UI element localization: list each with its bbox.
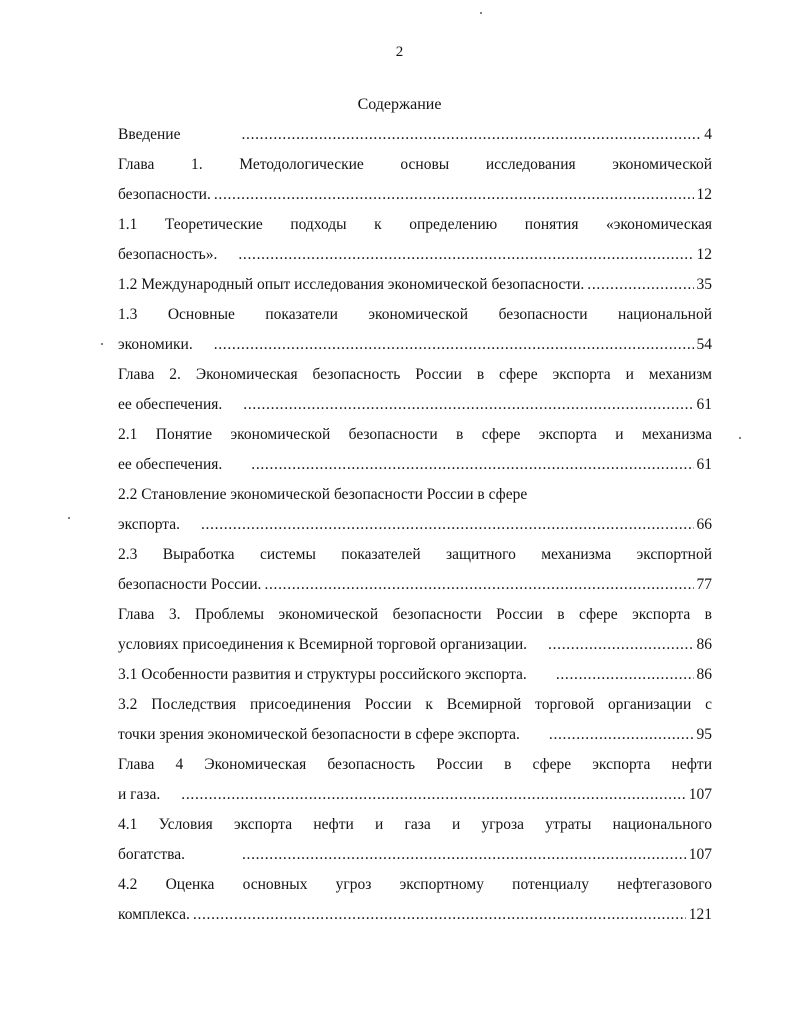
toc-entry-chapter-4-cont xyxy=(118,785,712,805)
toc-entry-4-2: 4.2 Оценка основных угроз экспортному потенциалу нефтегазового xyxy=(118,876,712,893)
toc-page-number: 77 xyxy=(696,576,712,593)
toc-entry-2-2: 2.2 Становление экономической безопасности России в сфере xyxy=(118,486,528,503)
toc-title: Содержание xyxy=(357,96,442,113)
toc-entry-4-2-cont xyxy=(118,905,712,925)
toc-leader-dots xyxy=(214,185,694,205)
toc-entry-2-3-cont xyxy=(118,575,712,595)
toc-entry-4-1: 4.1 Условия экспорта нефти и газа и угроза утраты национального xyxy=(118,816,712,833)
toc-entry-text: безопасность». xyxy=(118,246,218,263)
toc-entry-text: безопасности России. xyxy=(118,576,262,593)
toc-leader-dots xyxy=(225,455,693,475)
toc-entry-1-3: 1.3 Основные показатели экономической безопасности национальной xyxy=(118,306,712,323)
toc-entry-text: 3.1 Особенности развития и структуры российского экспорта. xyxy=(118,666,527,683)
toc-page-number: 86 xyxy=(696,636,712,653)
toc-leader-dots xyxy=(183,515,694,535)
scan-speck xyxy=(480,12,482,14)
toc-entry-2-2-cont xyxy=(118,515,712,535)
toc-leader-dots xyxy=(264,575,693,595)
toc-entry-text: ее обеспечения. xyxy=(118,396,223,413)
toc-page-number: 86 xyxy=(696,666,712,683)
toc-entry-chapter-2-cont xyxy=(118,395,712,415)
page-number: 2 xyxy=(395,44,404,60)
toc-entry-text: точки зрения экономической безопасности в сфере экспорта. xyxy=(118,726,520,743)
toc-page-number: 61 xyxy=(696,396,712,413)
toc-leader-dots xyxy=(530,635,693,655)
toc-entry-2-1-cont xyxy=(118,455,712,475)
scan-speck xyxy=(739,437,741,439)
toc-entry-chapter-3-cont xyxy=(118,635,712,655)
toc-page-number: 95 xyxy=(696,726,712,743)
toc-page-number: 66 xyxy=(696,516,712,533)
toc-page-number: 54 xyxy=(696,336,712,353)
toc-page-number: 12 xyxy=(696,186,712,203)
toc-entry-chapter-1-cont xyxy=(118,185,712,205)
toc-entry-text: комплекса. xyxy=(118,906,190,923)
toc-page-number: 12 xyxy=(696,246,712,263)
toc-entry-2-3: 2.3 Выработка системы показателей защитного механизма экспортной xyxy=(118,546,712,563)
toc-page-number: 4 xyxy=(704,126,712,143)
toc-entry-2-1: 2.1 Понятие экономической безопасности в сфере экспорта и механизма xyxy=(118,426,712,443)
toc-entry-1-3-cont xyxy=(118,335,712,355)
toc-leader-dots xyxy=(193,905,686,925)
toc-entry-text: ее обеспечения. xyxy=(118,456,223,473)
toc-entry-chapter-2: Глава 2. Экономическая безопасность России в сфере экспорта и механизм xyxy=(118,366,712,383)
toc-entry-3-1 xyxy=(118,665,712,685)
toc-entry-4-1-cont xyxy=(118,845,712,865)
toc-leader-dots xyxy=(225,395,693,415)
toc-page-number: 61 xyxy=(696,456,712,473)
toc-entry-text: богатства. xyxy=(118,846,185,863)
toc-entry-chapter-3: Глава 3. Проблемы экономической безопасности России в сфере экспорта в xyxy=(118,606,712,623)
toc-entry-1-1-cont xyxy=(118,245,712,265)
toc-leader-dots xyxy=(163,785,685,805)
toc-entry-text: безопасности. xyxy=(118,186,211,203)
toc-entry-text: и газа. xyxy=(118,786,161,803)
toc-entry-text: экономики. xyxy=(118,336,193,353)
toc-entry-1-1: 1.1 Теоретические подходы к определению понятия «экономическая xyxy=(118,216,712,233)
toc-entry-text: условиях присоединения к Всемирной торговой организации. xyxy=(118,636,528,653)
toc-leader-dots xyxy=(220,245,693,265)
toc-leader-dots xyxy=(188,845,686,865)
toc-entry-text: Введение xyxy=(118,126,181,143)
toc-entry-chapter-4: Глава 4 Экономическая безопасность России в сфере экспорта нефти xyxy=(118,756,712,773)
scan-speck xyxy=(68,517,70,519)
toc-entry-3-2: 3.2 Последствия присоединения России к Всемирной торговой организации с xyxy=(118,696,712,713)
scan-speck xyxy=(101,343,103,345)
toc-leader-dots xyxy=(523,725,694,745)
toc-leader-dots xyxy=(587,275,693,295)
toc-page-number: 107 xyxy=(688,786,712,803)
toc-entry-chapter-1: Глава 1. Методологические основы исследования экономической xyxy=(118,156,712,173)
toc-leader-dots xyxy=(183,125,701,145)
toc-page-number: 35 xyxy=(696,276,712,293)
toc-page-number: 107 xyxy=(688,846,712,863)
toc-entry-text: 1.2 Международный опыт исследования экономической безопасности. xyxy=(118,276,585,293)
toc-entry-3-2-cont xyxy=(118,725,712,745)
toc-leader-dots xyxy=(196,335,694,355)
toc-leader-dots xyxy=(530,665,694,685)
toc-page-number: 121 xyxy=(688,906,712,923)
toc-entry-introduction xyxy=(118,125,712,145)
toc-entry-1-2 xyxy=(118,275,712,295)
toc-entry-text: экспорта. xyxy=(118,516,180,533)
